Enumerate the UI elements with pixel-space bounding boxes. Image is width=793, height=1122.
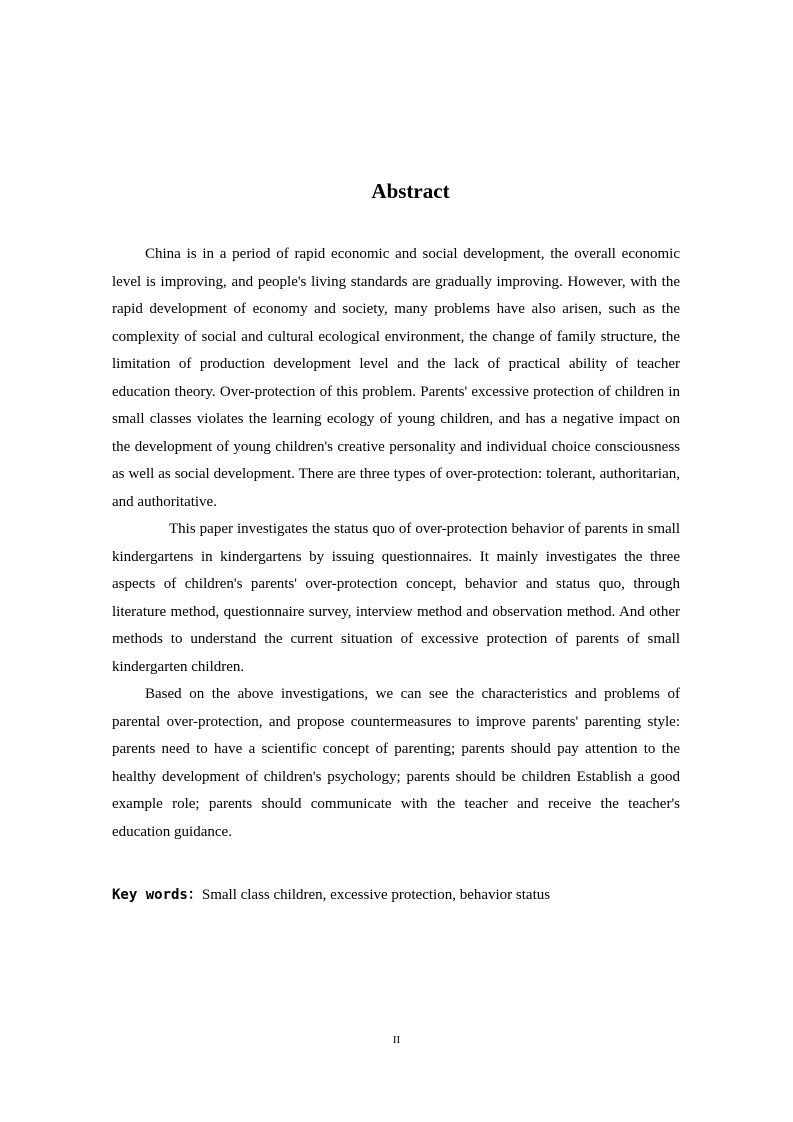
abstract-paragraph-3: Based on the above investigations, we can see the characteristics and problems of parental over-protection, and propose countermeasures to improve parents' parenting style: parents need to have a scientific concept of parenting; parents should pay attention to the healthy development of children's psychology; parents should be children Establish a good example role; parents should communicate with the teacher and receive the teacher's education guidance. [112,686,680,840]
page-number: II [392,1034,401,1046]
keywords-label: Key words： [112,887,202,903]
abstract-paragraph-2: This paper investigates the status quo of over-protection behavior of parents in small kindergartens in kindergartens by issuing questionnaires. It mainly investigates the three aspects of children's parents' over-protection concept, behavior and status quo, through literature method, questionnaire survey, interview method and observation method. And other methods to understand the current situation of excessive protection of parents of small kindergarten children. [112,521,680,675]
abstract-title: Abstract [371,179,450,203]
abstract-paragraph-1: China is in a period of rapid economic and social development, the overall economic level is improving, and people's living standards are gradually improving. However, with the rapid development of economy and society, many problems have also arisen, such as the complexity of social and cultural ecological environment, the change of family structure, the limitation of production development level and the lack of practical ability of teacher education theory. Over-protection of this problem. Parents' excessive protection of children in small classes violates the learning ecology of young children, and has a negative impact on the development of young children's creative personality and individual choice consciousness as well as social development. There are three types of over-protection: tolerant, authoritarian, and authoritative. [112,246,680,510]
keywords-value: Small class children, excessive protection, behavior status [201,887,551,903]
abstract-body [112,241,680,846]
keywords-line [112,883,680,907]
